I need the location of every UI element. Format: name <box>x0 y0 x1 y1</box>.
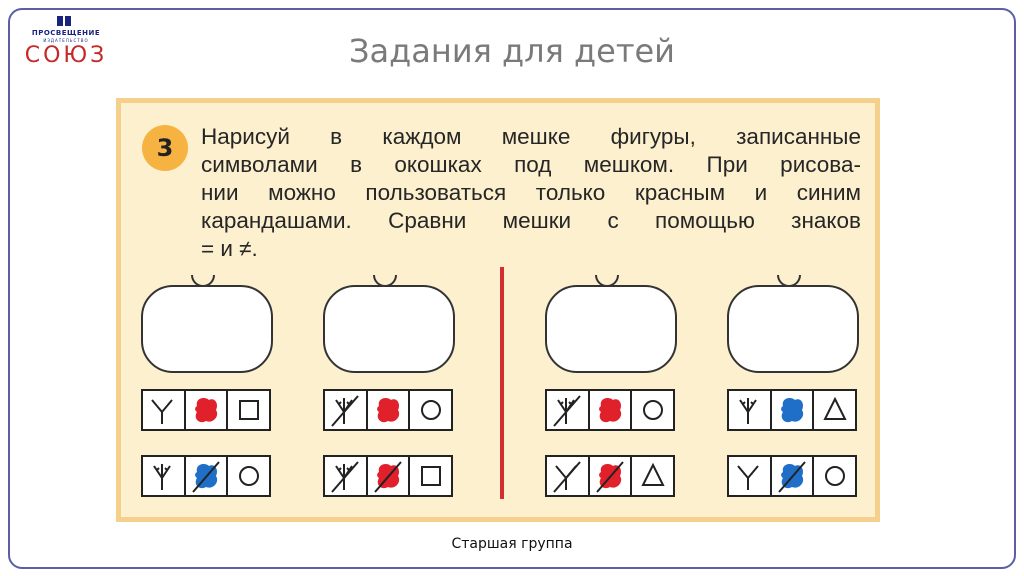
y-branch-crossed-icon <box>550 392 584 428</box>
blue-blob-icon <box>775 392 809 428</box>
symbol-cell <box>410 457 451 495</box>
task-line: нии можно пользоваться только красным и синим <box>201 180 861 205</box>
symbol-card <box>141 389 271 431</box>
symbol-cell <box>325 391 368 429</box>
red-divider <box>500 267 504 499</box>
task-line: Нарисуй в каждом мешке фигуры, записанные <box>201 124 861 149</box>
symbol-cell <box>772 457 815 495</box>
circle-icon <box>232 458 266 494</box>
symbol-cell <box>632 391 673 429</box>
y-thin-crossed-icon <box>550 458 584 494</box>
task-line: = и ≠. <box>201 236 258 261</box>
blue-blob-crossed-icon <box>189 458 223 494</box>
symbol-cell <box>143 457 186 495</box>
task-line: символами в окошках под мешком. При рисова- <box>201 152 861 177</box>
circle-icon <box>636 392 670 428</box>
symbol-cell <box>143 391 186 429</box>
drawing-sack[interactable] <box>727 275 859 375</box>
y-thin-icon <box>732 458 766 494</box>
square-icon <box>414 458 448 494</box>
symbol-cell <box>772 391 815 429</box>
symbol-cell <box>590 391 633 429</box>
y-thin-icon <box>146 392 180 428</box>
red-blob-icon <box>593 392 627 428</box>
symbol-card <box>727 455 857 497</box>
task-instructions <box>201 123 861 263</box>
circle-icon <box>818 458 852 494</box>
logo-text-brand: СОЮЗ <box>24 43 108 68</box>
y-branch-icon <box>146 458 180 494</box>
red-blob-crossed-icon <box>593 458 627 494</box>
y-branch-crossed-icon <box>328 392 362 428</box>
symbol-card <box>727 389 857 431</box>
symbol-card <box>141 455 271 497</box>
y-branch-icon <box>732 392 766 428</box>
slide-title: Задания для детей <box>349 32 675 70</box>
symbol-cell <box>410 391 451 429</box>
symbol-card <box>545 455 675 497</box>
symbol-cell <box>729 457 772 495</box>
symbol-cell <box>228 457 269 495</box>
sack-body[interactable] <box>545 285 677 373</box>
circle-icon <box>414 392 448 428</box>
sack-body[interactable] <box>141 285 273 373</box>
drawing-sack[interactable] <box>141 275 273 375</box>
drawing-sack[interactable] <box>545 275 677 375</box>
red-blob-crossed-icon <box>371 458 405 494</box>
red-blob-icon <box>371 392 405 428</box>
symbol-cell <box>729 391 772 429</box>
symbol-cell <box>547 391 590 429</box>
symbol-cell <box>814 391 855 429</box>
y-branch-crossed-icon <box>328 458 362 494</box>
slide-caption: Старшая группа <box>451 536 573 552</box>
symbol-card <box>323 389 453 431</box>
symbol-card <box>323 455 453 497</box>
sack-body[interactable] <box>727 285 859 373</box>
task-line: карандашами. Сравни мешки с помощью знаков <box>201 208 861 233</box>
book-emblem-icon <box>56 14 72 28</box>
symbol-cell <box>368 391 411 429</box>
symbol-cell <box>228 391 269 429</box>
square-icon <box>232 392 266 428</box>
symbol-cell <box>325 457 368 495</box>
symbol-cell <box>814 457 855 495</box>
logo-text-small: ИЗДАТЕЛЬСТВО <box>43 38 89 43</box>
symbol-cell <box>368 457 411 495</box>
symbol-cell <box>186 457 229 495</box>
red-blob-icon <box>189 392 223 428</box>
symbol-cell <box>186 391 229 429</box>
triangle-icon <box>818 392 852 428</box>
logo-text-top: ПРОСВЕЩЕНИЕ <box>31 29 101 37</box>
sack-body[interactable] <box>323 285 455 373</box>
symbol-cell <box>632 457 673 495</box>
symbol-card <box>545 389 675 431</box>
exercise-panel <box>116 98 880 522</box>
symbol-cell <box>590 457 633 495</box>
task-number-badge: 3 <box>142 125 188 171</box>
triangle-icon <box>636 458 670 494</box>
drawing-sack[interactable] <box>323 275 455 375</box>
symbol-cell <box>547 457 590 495</box>
blue-blob-crossed-icon <box>775 458 809 494</box>
